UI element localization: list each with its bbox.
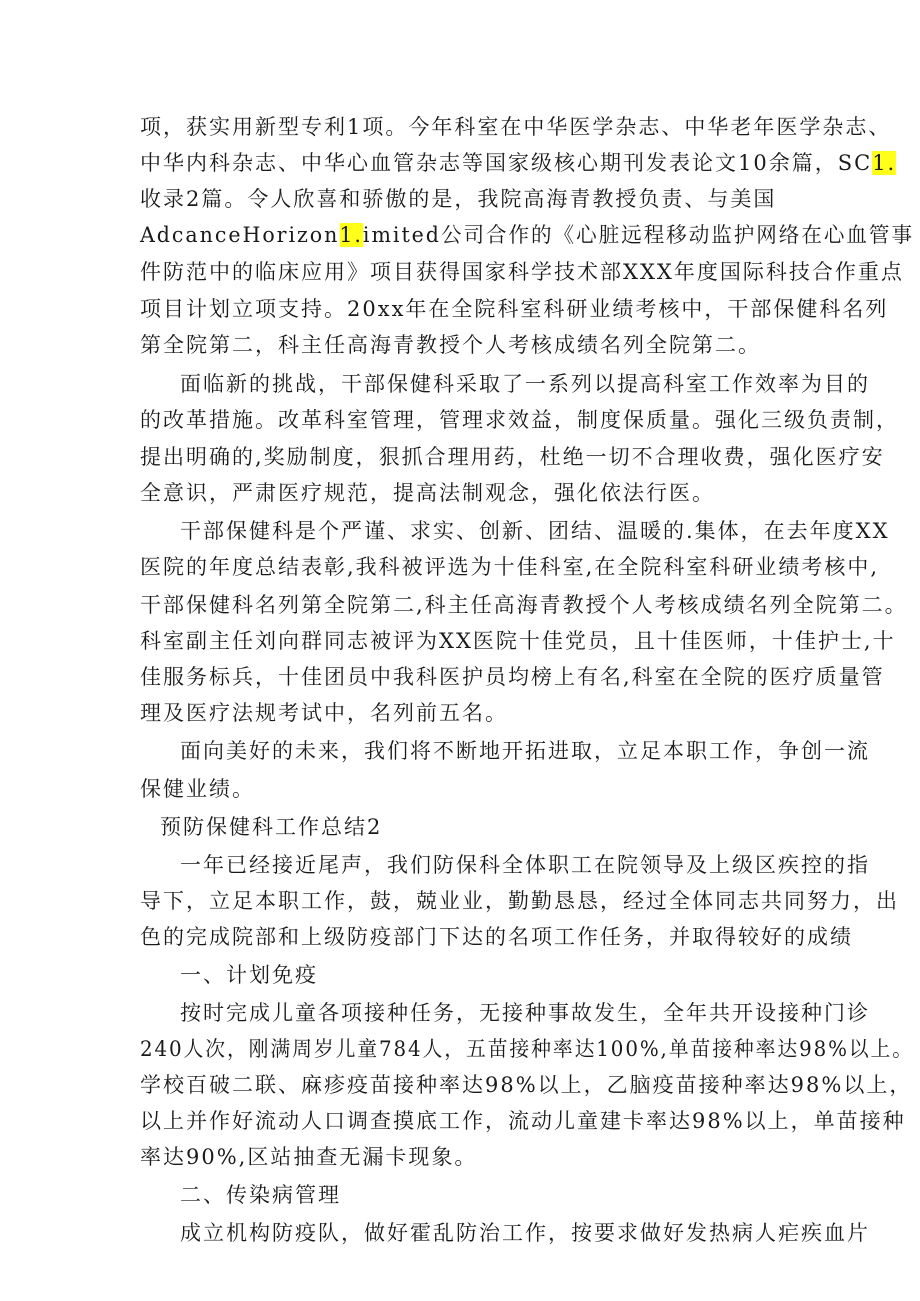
highlighted-text: 1.: [339, 223, 363, 247]
text-line: [140, 330, 761, 360]
line-text: 第全院第二，科主任高海青教授个人考核成绩名列全院第二。: [140, 333, 761, 357]
line-text: 科室副主任刘向群同志被评为XX医院十佳党员，且十佳医师，十佳护士,十: [140, 629, 896, 653]
text-line: [140, 626, 896, 656]
text-line: [140, 698, 508, 728]
text-line: [140, 112, 891, 142]
line-text: 收录2篇。令人欣喜和骄傲的是，我院高海青教授负责、与美国: [140, 187, 777, 211]
text-line: [180, 960, 318, 990]
line-text: 导下，立足本职工作，鼓，兢业业，勤勤恳恳，经过全体同志共同努力，出: [140, 889, 899, 913]
text-line: [180, 998, 870, 1028]
text-line: [140, 294, 888, 324]
text-line: [140, 662, 885, 692]
text-line: [140, 774, 255, 804]
line-text: 全意识，严肃医疗规范，提高法制观念，强化依法行医。: [140, 481, 715, 505]
text-line: [140, 442, 885, 472]
line-text: 率达90%,区站抽查无漏卡现象。: [140, 1145, 478, 1169]
text-line: [140, 886, 899, 916]
line-text: 以上并作好流动人口调查摸底工作，流动儿童建卡率达98%以上，单苗接种: [140, 1109, 906, 1133]
text-line: [140, 184, 776, 214]
text-line: [180, 369, 870, 399]
line-text: 佳服务标兵，十佳团员中我科医护员均榜上有名,科室在全院的医疗质量管: [140, 665, 885, 689]
line-text: imited公司合作的《心脏远程移动监护网络在心血管事: [362, 223, 914, 247]
line-text: 干部保健科是个严谨、求实、创新、团结、温暖的.集体，在去年度XX: [180, 519, 890, 543]
text-line: [140, 590, 908, 620]
text-line: [140, 148, 896, 178]
text-line: [140, 220, 914, 250]
line-text: 件防范中的临床应用》项目获得国家科学技术部XXX年度国际科技合作重点: [140, 260, 904, 284]
text-line: [140, 1106, 906, 1136]
line-text: 一、计划免疫: [180, 963, 318, 987]
text-line: [140, 552, 879, 582]
text-line: [180, 736, 870, 766]
line-text: 理及医疗法规考试中，名列前五名。: [140, 701, 508, 725]
line-text: 的改革措施。改革科室管理，管理求效益，制度保质量。强化三级负责制，: [140, 408, 899, 432]
text-line: [140, 922, 853, 952]
text-line: [180, 1218, 870, 1248]
text-line: [140, 1142, 477, 1172]
line-text: 成立机构防疫队，做好霍乱防治工作，按要求做好发热病人疟疾血片: [180, 1221, 870, 1245]
line-text: 按时完成儿童各项接种任务，无接种事故发生，全年共开设接种门诊: [180, 1001, 870, 1025]
text-line: [140, 257, 904, 287]
line-text: 面向美好的未来，我们将不断地开拓进取，立足本职工作，争创一流: [180, 739, 870, 763]
line-text: 240人次，刚满周岁儿童784人，五苗接种率达100%,单苗接种率达98%以上。: [140, 1037, 914, 1061]
text-line: [180, 516, 890, 546]
line-text: 干部保健科名列第全院第二,科主任高海青教授个人考核成绩名列全院第二。: [140, 593, 908, 617]
line-text: 保健业绩。: [140, 777, 255, 801]
text-line: [140, 478, 715, 508]
line-text: 医院的年度总结表彰,我科被评选为十佳科室,在全院科室科研业绩考核中,: [140, 555, 880, 579]
line-text: 二、传染病管理: [180, 1183, 341, 1207]
line-text: 中华内科杂志、中华心血管杂志等国家级核心期刊发表论文10余篇，SC: [140, 151, 873, 175]
line-text: 面临新的挑战，干部保健科采取了一系列以提高科室工作效率为目的: [180, 372, 870, 396]
line-text: AdcanceHorizon: [140, 223, 340, 247]
line-text: 色的完成院部和上级防疫部门下达的名项工作任务，并取得较好的成绩: [140, 925, 853, 949]
line-text: 提出明确的,奖励制度，狠抓合理用药，杜绝一切不合理收费，强化医疗安: [140, 445, 885, 469]
line-text: 学校百破二联、麻疹疫苗接种率达98%以上，乙脑疫苗接种率达98%以上，: [140, 1073, 913, 1097]
text-line: [140, 405, 899, 435]
text-line: [140, 1070, 912, 1100]
text-line: [180, 850, 870, 880]
line-text: 预防保健科工作总结2: [160, 815, 383, 839]
text-line: [140, 1034, 914, 1064]
text-line: [180, 1180, 341, 1210]
text-line: [160, 812, 382, 842]
highlighted-text: 1.: [872, 151, 897, 175]
line-text: 一年已经接近尾声，我们防保科全体职工在院领导及上级区疾控的指: [180, 853, 870, 877]
line-text: 项，获实用新型专利1项。今年科室在中华医学杂志、中华老年医学杂志、: [140, 115, 892, 139]
line-text: 项目计划立项支持。20xx年在全院科室科研业绩考核中，干部保健科名列: [140, 297, 889, 321]
